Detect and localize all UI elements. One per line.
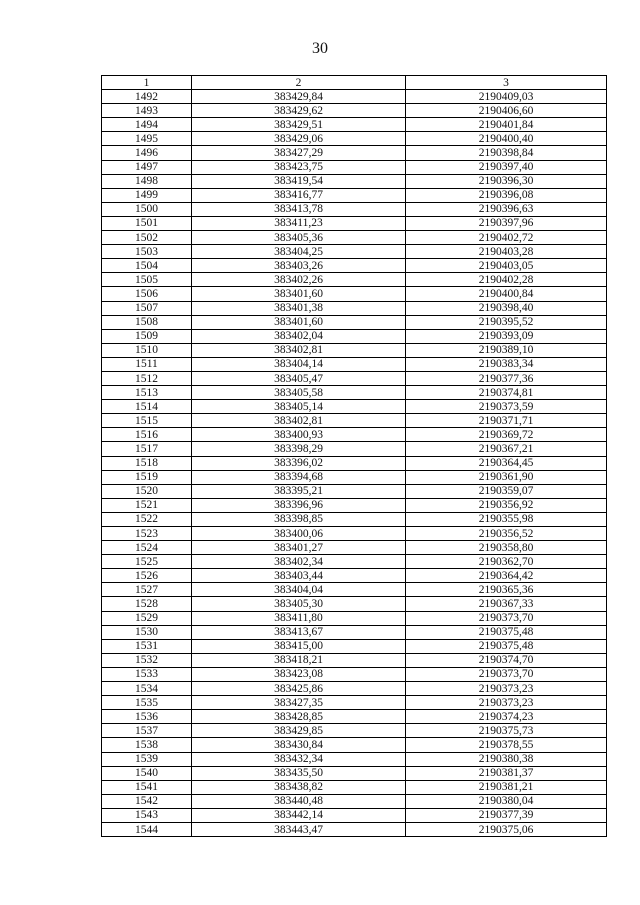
y-coordinate-cell: 2190359,07 xyxy=(406,484,607,498)
point-number-cell: 1540 xyxy=(102,766,192,780)
table-row xyxy=(102,512,607,526)
x-coordinate-cell: 383401,60 xyxy=(192,287,406,301)
table-header-row xyxy=(102,76,607,90)
point-number-cell: 1524 xyxy=(102,541,192,555)
y-coordinate-cell: 2190365,36 xyxy=(406,583,607,597)
table-row xyxy=(102,780,607,794)
point-number-cell: 1507 xyxy=(102,301,192,315)
point-number-cell: 1526 xyxy=(102,569,192,583)
x-coordinate-cell: 383413,67 xyxy=(192,625,406,639)
y-coordinate-cell: 2190369,72 xyxy=(406,428,607,442)
y-coordinate-cell: 2190380,04 xyxy=(406,794,607,808)
table-row xyxy=(102,611,607,625)
table-row xyxy=(102,597,607,611)
table-row xyxy=(102,667,607,681)
point-number-cell: 1536 xyxy=(102,710,192,724)
x-coordinate-cell: 383425,86 xyxy=(192,682,406,696)
y-coordinate-cell: 2190400,40 xyxy=(406,132,607,146)
point-number-cell: 1495 xyxy=(102,132,192,146)
table-row xyxy=(102,498,607,512)
x-coordinate-cell: 383401,38 xyxy=(192,301,406,315)
table-row xyxy=(102,174,607,188)
point-number-cell: 1522 xyxy=(102,512,192,526)
table-row xyxy=(102,625,607,639)
table-row xyxy=(102,484,607,498)
point-number-cell: 1493 xyxy=(102,104,192,118)
point-number-cell: 1512 xyxy=(102,371,192,385)
point-number-cell: 1508 xyxy=(102,315,192,329)
point-number-cell: 1514 xyxy=(102,400,192,414)
table-row xyxy=(102,639,607,653)
point-number-cell: 1541 xyxy=(102,780,192,794)
y-coordinate-cell: 2190356,92 xyxy=(406,498,607,512)
y-coordinate-cell: 2190355,98 xyxy=(406,512,607,526)
point-number-cell: 1500 xyxy=(102,202,192,216)
table-row xyxy=(102,766,607,780)
point-number-cell: 1506 xyxy=(102,287,192,301)
point-number-cell: 1521 xyxy=(102,498,192,512)
y-coordinate-cell: 2190361,90 xyxy=(406,470,607,484)
x-coordinate-cell: 383429,51 xyxy=(192,118,406,132)
point-number-cell: 1533 xyxy=(102,667,192,681)
point-number-cell: 1502 xyxy=(102,231,192,245)
x-coordinate-cell: 383401,27 xyxy=(192,541,406,555)
x-coordinate-cell: 383400,93 xyxy=(192,428,406,442)
table-row xyxy=(102,696,607,710)
table-row xyxy=(102,216,607,230)
y-coordinate-cell: 2190375,48 xyxy=(406,639,607,653)
point-number-cell: 1525 xyxy=(102,555,192,569)
x-coordinate-cell: 383403,26 xyxy=(192,259,406,273)
x-coordinate-cell: 383435,50 xyxy=(192,766,406,780)
x-coordinate-cell: 383440,48 xyxy=(192,794,406,808)
point-number-cell: 1538 xyxy=(102,738,192,752)
y-coordinate-cell: 2190364,42 xyxy=(406,569,607,583)
y-coordinate-cell: 2190397,96 xyxy=(406,216,607,230)
x-coordinate-cell: 383423,75 xyxy=(192,160,406,174)
y-coordinate-cell: 2190403,28 xyxy=(406,245,607,259)
table-row xyxy=(102,343,607,357)
x-coordinate-cell: 383405,14 xyxy=(192,400,406,414)
table-row xyxy=(102,90,607,104)
y-coordinate-cell: 2190356,52 xyxy=(406,527,607,541)
x-coordinate-cell: 383396,96 xyxy=(192,498,406,512)
y-coordinate-cell: 2190401,84 xyxy=(406,118,607,132)
point-number-cell: 1505 xyxy=(102,273,192,287)
header-cell-y: 3 xyxy=(406,76,607,90)
y-coordinate-cell: 2190398,84 xyxy=(406,146,607,160)
y-coordinate-cell: 2190373,59 xyxy=(406,400,607,414)
table-row xyxy=(102,710,607,724)
table-row xyxy=(102,315,607,329)
y-coordinate-cell: 2190395,52 xyxy=(406,315,607,329)
table-row xyxy=(102,146,607,160)
y-coordinate-cell: 2190409,03 xyxy=(406,90,607,104)
y-coordinate-cell: 2190377,36 xyxy=(406,371,607,385)
table-row xyxy=(102,357,607,371)
table-row xyxy=(102,541,607,555)
y-coordinate-cell: 2190389,10 xyxy=(406,343,607,357)
x-coordinate-cell: 383429,06 xyxy=(192,132,406,146)
x-coordinate-cell: 383403,44 xyxy=(192,569,406,583)
point-number-cell: 1542 xyxy=(102,794,192,808)
x-coordinate-cell: 383402,04 xyxy=(192,329,406,343)
point-number-cell: 1516 xyxy=(102,428,192,442)
page-number: 30 xyxy=(312,40,328,57)
point-number-cell: 1518 xyxy=(102,456,192,470)
x-coordinate-cell: 383411,23 xyxy=(192,216,406,230)
point-number-cell: 1520 xyxy=(102,484,192,498)
y-coordinate-cell: 2190377,39 xyxy=(406,808,607,822)
table-row xyxy=(102,752,607,766)
table-row xyxy=(102,724,607,738)
y-coordinate-cell: 2190375,48 xyxy=(406,625,607,639)
coordinates-table xyxy=(101,75,607,837)
y-coordinate-cell: 2190374,23 xyxy=(406,710,607,724)
table-row xyxy=(102,442,607,456)
point-number-cell: 1513 xyxy=(102,386,192,400)
table-row xyxy=(102,104,607,118)
x-coordinate-cell: 383432,34 xyxy=(192,752,406,766)
header-cell-x: 2 xyxy=(192,76,406,90)
x-coordinate-cell: 383430,84 xyxy=(192,738,406,752)
y-coordinate-cell: 2190375,73 xyxy=(406,724,607,738)
point-number-cell: 1499 xyxy=(102,188,192,202)
x-coordinate-cell: 383423,08 xyxy=(192,667,406,681)
point-number-cell: 1531 xyxy=(102,639,192,653)
point-number-cell: 1529 xyxy=(102,611,192,625)
table-row xyxy=(102,371,607,385)
table-row xyxy=(102,188,607,202)
y-coordinate-cell: 2190397,40 xyxy=(406,160,607,174)
table-row xyxy=(102,583,607,597)
point-number-cell: 1511 xyxy=(102,357,192,371)
table-row xyxy=(102,301,607,315)
y-coordinate-cell: 2190393,09 xyxy=(406,329,607,343)
x-coordinate-cell: 383411,80 xyxy=(192,611,406,625)
table-row xyxy=(102,414,607,428)
table-row xyxy=(102,682,607,696)
x-coordinate-cell: 383427,35 xyxy=(192,696,406,710)
table-body xyxy=(102,90,607,837)
point-number-cell: 1523 xyxy=(102,527,192,541)
x-coordinate-cell: 383402,81 xyxy=(192,343,406,357)
y-coordinate-cell: 2190403,05 xyxy=(406,259,607,273)
table-row xyxy=(102,738,607,752)
point-number-cell: 1534 xyxy=(102,682,192,696)
x-coordinate-cell: 383443,47 xyxy=(192,822,406,836)
y-coordinate-cell: 2190358,80 xyxy=(406,541,607,555)
table-row xyxy=(102,245,607,259)
y-coordinate-cell: 2190400,84 xyxy=(406,287,607,301)
table-row xyxy=(102,653,607,667)
y-coordinate-cell: 2190373,70 xyxy=(406,611,607,625)
x-coordinate-cell: 383438,82 xyxy=(192,780,406,794)
x-coordinate-cell: 383404,25 xyxy=(192,245,406,259)
point-number-cell: 1498 xyxy=(102,174,192,188)
y-coordinate-cell: 2190364,45 xyxy=(406,456,607,470)
point-number-cell: 1535 xyxy=(102,696,192,710)
point-number-cell: 1492 xyxy=(102,90,192,104)
x-coordinate-cell: 383416,77 xyxy=(192,188,406,202)
x-coordinate-cell: 383395,21 xyxy=(192,484,406,498)
y-coordinate-cell: 2190373,23 xyxy=(406,696,607,710)
y-coordinate-cell: 2190367,33 xyxy=(406,597,607,611)
x-coordinate-cell: 383400,06 xyxy=(192,527,406,541)
y-coordinate-cell: 2190362,70 xyxy=(406,555,607,569)
x-coordinate-cell: 383404,04 xyxy=(192,583,406,597)
point-number-cell: 1519 xyxy=(102,470,192,484)
y-coordinate-cell: 2190402,72 xyxy=(406,231,607,245)
x-coordinate-cell: 383398,29 xyxy=(192,442,406,456)
table-row xyxy=(102,808,607,822)
x-coordinate-cell: 383427,29 xyxy=(192,146,406,160)
table-row xyxy=(102,822,607,836)
x-coordinate-cell: 383405,36 xyxy=(192,231,406,245)
table-row xyxy=(102,132,607,146)
point-number-cell: 1504 xyxy=(102,259,192,273)
point-number-cell: 1530 xyxy=(102,625,192,639)
y-coordinate-cell: 2190378,55 xyxy=(406,738,607,752)
y-coordinate-cell: 2190381,37 xyxy=(406,766,607,780)
y-coordinate-cell: 2190375,06 xyxy=(406,822,607,836)
table-row xyxy=(102,273,607,287)
header-cell-point: 1 xyxy=(102,76,192,90)
x-coordinate-cell: 383429,84 xyxy=(192,90,406,104)
point-number-cell: 1517 xyxy=(102,442,192,456)
point-number-cell: 1527 xyxy=(102,583,192,597)
table-row xyxy=(102,428,607,442)
y-coordinate-cell: 2190398,40 xyxy=(406,301,607,315)
point-number-cell: 1532 xyxy=(102,653,192,667)
y-coordinate-cell: 2190380,38 xyxy=(406,752,607,766)
y-coordinate-cell: 2190373,70 xyxy=(406,667,607,681)
x-coordinate-cell: 383418,21 xyxy=(192,653,406,667)
table-row xyxy=(102,160,607,174)
x-coordinate-cell: 383404,14 xyxy=(192,357,406,371)
y-coordinate-cell: 2190396,63 xyxy=(406,202,607,216)
point-number-cell: 1509 xyxy=(102,329,192,343)
x-coordinate-cell: 383413,78 xyxy=(192,202,406,216)
y-coordinate-cell: 2190374,70 xyxy=(406,653,607,667)
x-coordinate-cell: 383402,81 xyxy=(192,414,406,428)
table-row xyxy=(102,555,607,569)
y-coordinate-cell: 2190396,08 xyxy=(406,188,607,202)
x-coordinate-cell: 383429,62 xyxy=(192,104,406,118)
table-row xyxy=(102,400,607,414)
x-coordinate-cell: 383405,58 xyxy=(192,386,406,400)
y-coordinate-cell: 2190402,28 xyxy=(406,273,607,287)
point-number-cell: 1539 xyxy=(102,752,192,766)
point-number-cell: 1496 xyxy=(102,146,192,160)
y-coordinate-cell: 2190381,21 xyxy=(406,780,607,794)
table-row xyxy=(102,329,607,343)
x-coordinate-cell: 383429,85 xyxy=(192,724,406,738)
x-coordinate-cell: 383442,14 xyxy=(192,808,406,822)
y-coordinate-cell: 2190373,23 xyxy=(406,682,607,696)
point-number-cell: 1503 xyxy=(102,245,192,259)
x-coordinate-cell: 383415,00 xyxy=(192,639,406,653)
point-number-cell: 1501 xyxy=(102,216,192,230)
point-number-cell: 1528 xyxy=(102,597,192,611)
y-coordinate-cell: 2190383,34 xyxy=(406,357,607,371)
y-coordinate-cell: 2190406,60 xyxy=(406,104,607,118)
x-coordinate-cell: 383428,85 xyxy=(192,710,406,724)
table-row xyxy=(102,527,607,541)
x-coordinate-cell: 383401,60 xyxy=(192,315,406,329)
y-coordinate-cell: 2190374,81 xyxy=(406,386,607,400)
table-row xyxy=(102,287,607,301)
x-coordinate-cell: 383394,68 xyxy=(192,470,406,484)
x-coordinate-cell: 383402,26 xyxy=(192,273,406,287)
y-coordinate-cell: 2190371,71 xyxy=(406,414,607,428)
x-coordinate-cell: 383405,30 xyxy=(192,597,406,611)
x-coordinate-cell: 383398,85 xyxy=(192,512,406,526)
point-number-cell: 1510 xyxy=(102,343,192,357)
point-number-cell: 1515 xyxy=(102,414,192,428)
table-row xyxy=(102,456,607,470)
table-row xyxy=(102,259,607,273)
table-row xyxy=(102,231,607,245)
point-number-cell: 1544 xyxy=(102,822,192,836)
table-row xyxy=(102,202,607,216)
point-number-cell: 1497 xyxy=(102,160,192,174)
table-row xyxy=(102,470,607,484)
point-number-cell: 1494 xyxy=(102,118,192,132)
point-number-cell: 1537 xyxy=(102,724,192,738)
x-coordinate-cell: 383402,34 xyxy=(192,555,406,569)
x-coordinate-cell: 383396,02 xyxy=(192,456,406,470)
table-row xyxy=(102,569,607,583)
y-coordinate-cell: 2190367,21 xyxy=(406,442,607,456)
table-row xyxy=(102,118,607,132)
point-number-cell: 1543 xyxy=(102,808,192,822)
table-row xyxy=(102,794,607,808)
y-coordinate-cell: 2190396,30 xyxy=(406,174,607,188)
x-coordinate-cell: 383419,54 xyxy=(192,174,406,188)
x-coordinate-cell: 383405,47 xyxy=(192,371,406,385)
table-row xyxy=(102,386,607,400)
